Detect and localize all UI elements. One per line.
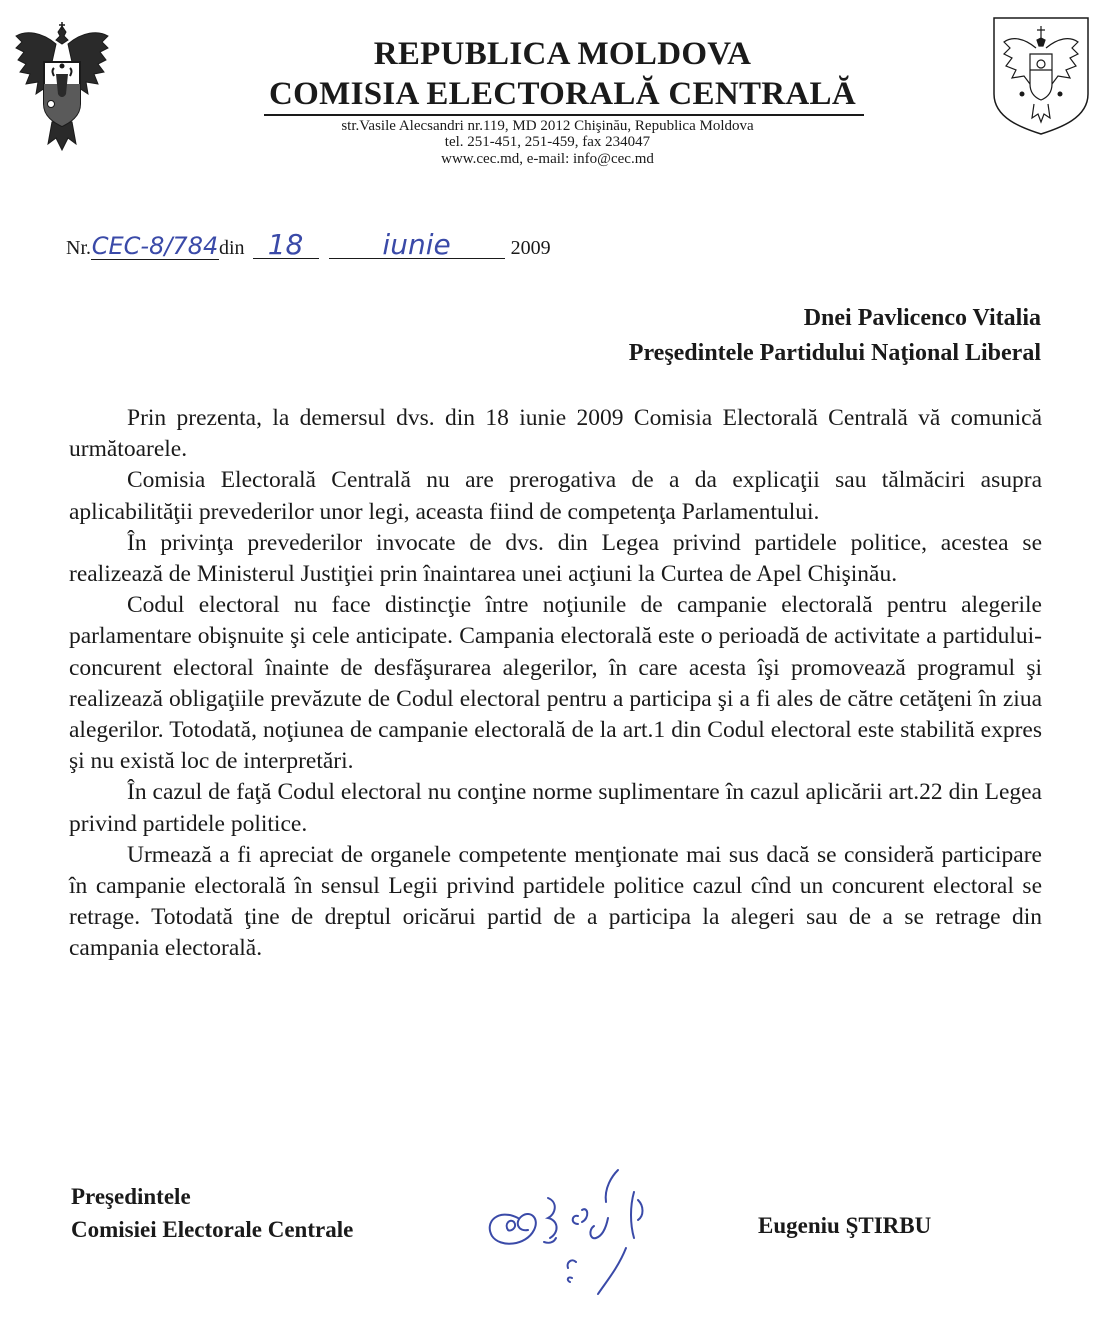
body-paragraph: Urmează a fi apreciat de organele competente menţionate mai sus dacă se consideră participare în campanie electorală în sensul Legii privind partidele politice cazul cînd un concurent electoral se retrage. Totodată ţine de dreptul oricărui partid de a participa la alegeri sau de a se retrage din campania electorală. xyxy=(69,841,1042,962)
handwritten-signature xyxy=(478,1158,678,1298)
reference-line xyxy=(66,228,551,261)
date-year: 2009 xyxy=(510,237,551,259)
date-month: iunie xyxy=(329,232,505,259)
letter-body xyxy=(69,403,1042,965)
nr-label: Nr. xyxy=(66,237,91,259)
signatory-title-line1: Preşedintele xyxy=(71,1184,191,1209)
signatory-name: Eugeniu ŞTIRBU xyxy=(758,1213,932,1238)
org-phones: tel. 251-451, 251-459, fax 234047 xyxy=(444,134,651,150)
signatory-title-line2: Comisiei Electorale Centrale xyxy=(71,1217,354,1242)
body-paragraph: În privinţa prevederilor invocate de dvs. din Legea privind partidele politice, acestea se realizează de Ministerul Justiţiei prin înaintarea unei acţiuni la Curtea de Apel Chişinău. xyxy=(69,529,1042,588)
recipient-title: Preşedintele Partidului Naţional Liberal xyxy=(628,340,1041,366)
body-paragraph: Prin prezenta, la demersul dvs. din 18 iunie 2009 Comisia Electorală Centrală vă comunică următoarele. xyxy=(69,405,1042,463)
country-title: REPUBLICA MOLDOVA xyxy=(373,36,752,72)
org-web-email: www.cec.md, e-mail: info@cec.md xyxy=(441,151,654,167)
header-divider xyxy=(264,114,864,116)
nr-value: CEC-8/784 xyxy=(91,232,219,260)
body-paragraph: În cazul de faţă Codul electoral nu conţine norme suplimentare în cazul aplicării art.22 din Legea privind partidele politice. xyxy=(69,779,1042,837)
organization-title: COMISIA ELECTORALĂ CENTRALĂ xyxy=(269,76,856,112)
body-paragraph: Comisia Electorală Centrală nu are prerogativa de a da explicaţii sau tălmăciri asupra aplicabilităţii prevederilor unor legi, aceasta fiind de competenţa Parlamentului. xyxy=(69,467,1042,525)
recipient-name: Dnei Pavlicenco Vitalia xyxy=(803,305,1041,331)
body-paragraph: Codul electoral nu face distincţie între noţiunile de campanie electorală pentru alegerile parlamentare obişnuite şi cele anticipate. Campania electorală este o perioadă de activitate a partidului-concurent electoral înainte de desfăşurarea alegerilor, în care acesta îşi promovează programul şi realizează obligaţiile prevăzute de Codul electoral pentru a participa şi a fi ales de către cetăţeni în ziua alegerilor. Totodată, noţiunea de campanie electorală de la art.1 din Codul electoral este stabilită expres şi nu există loc de interpretări. xyxy=(69,592,1042,775)
date-day: 18 xyxy=(253,232,319,259)
din-label: din xyxy=(219,237,245,259)
signatory-title xyxy=(71,1180,353,1246)
org-address: str.Vasile Alecsandri nr.119, MD 2012 Chişinău, Republica Moldova xyxy=(341,118,754,134)
